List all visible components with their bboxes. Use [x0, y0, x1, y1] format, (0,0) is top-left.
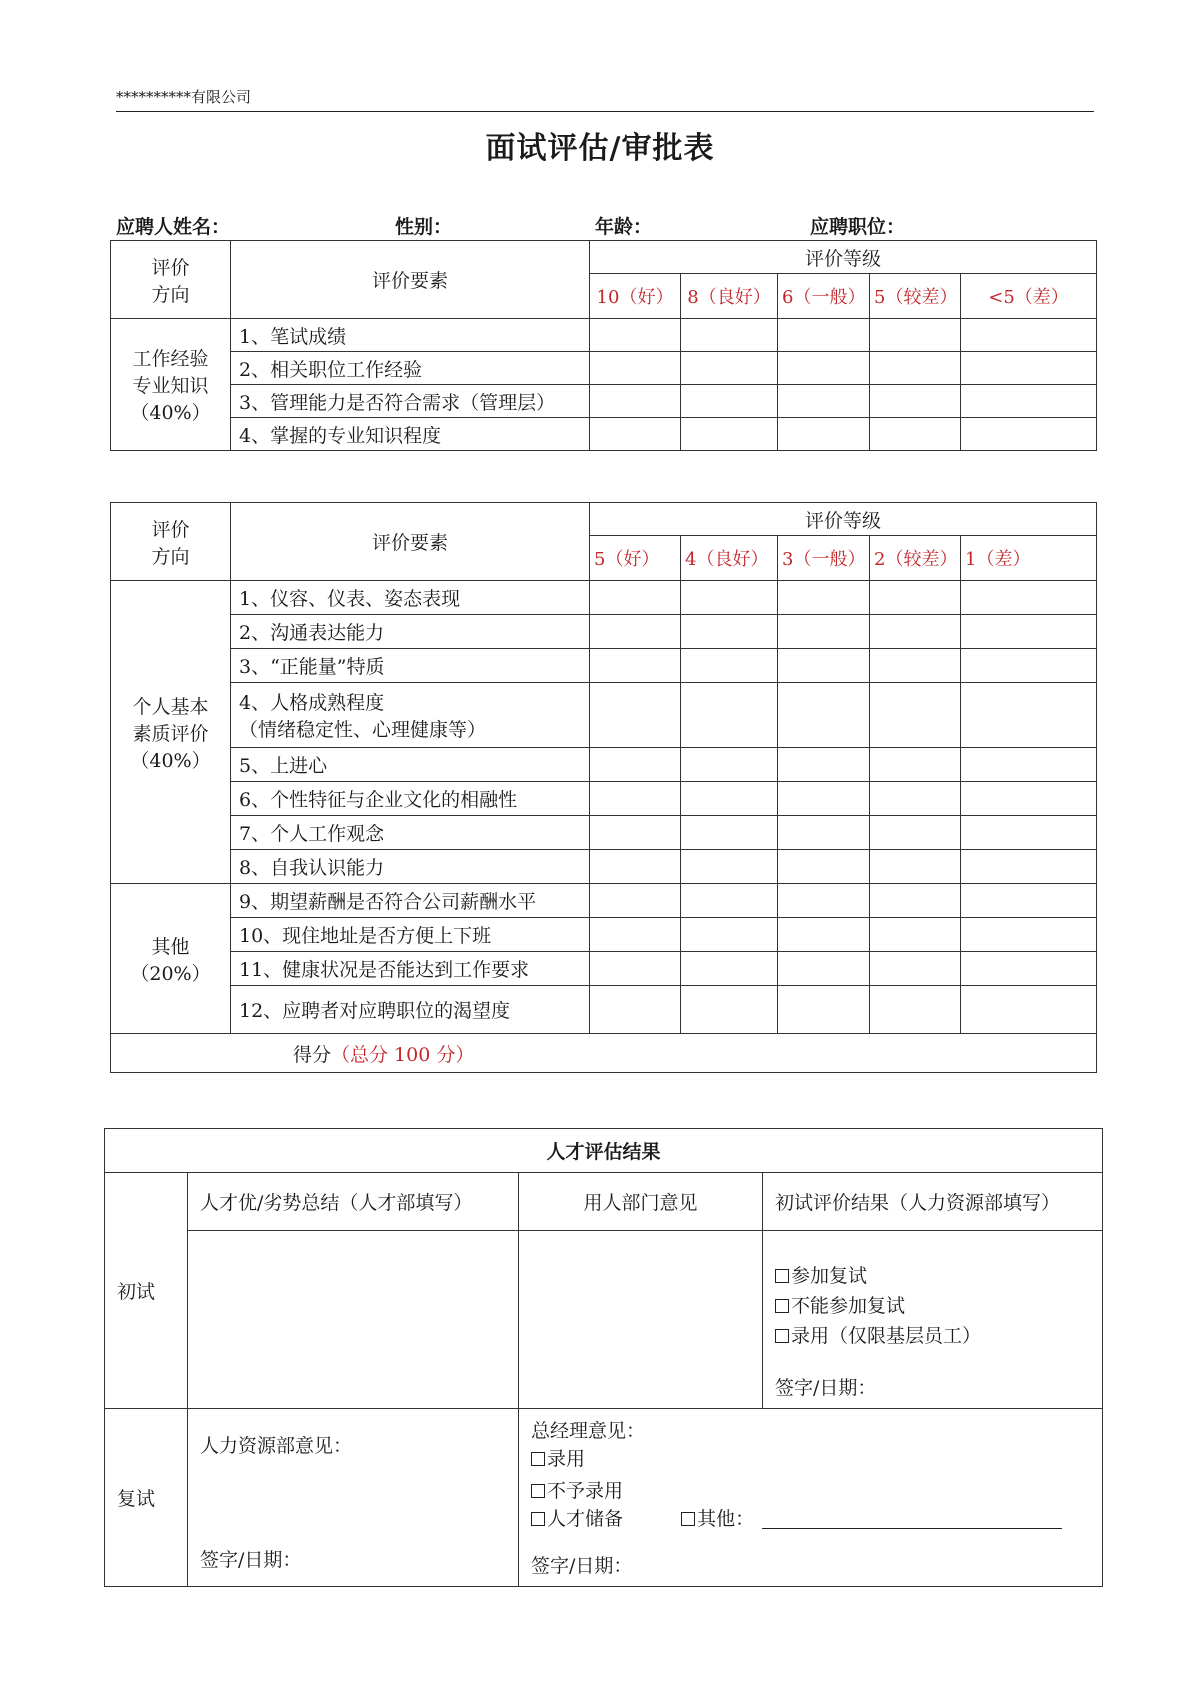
score-cell[interactable] — [870, 581, 961, 615]
score-cell[interactable] — [681, 816, 778, 850]
gm-option-hire[interactable]: 录用 — [531, 1445, 1090, 1473]
criterion-label: 8、自我认识能力 — [231, 850, 590, 884]
score-cell[interactable] — [778, 986, 870, 1034]
score-cell[interactable] — [778, 782, 870, 816]
criterion-label: 3、管理能力是否符合需求（管理层） — [231, 385, 590, 418]
score-cell[interactable] — [778, 918, 870, 952]
score-cell[interactable] — [681, 850, 778, 884]
score-cell[interactable] — [681, 683, 778, 748]
score-cell[interactable] — [590, 683, 681, 748]
evaluation-table-2 — [110, 502, 1097, 1073]
score-cell[interactable] — [870, 418, 961, 451]
score-cell[interactable] — [778, 418, 870, 451]
first-sign-date: 签字/日期： — [775, 1377, 877, 1399]
grade-label: 4（良好） — [681, 536, 778, 581]
score-cell[interactable] — [590, 319, 681, 352]
group-label-experience: 工作经验 专业知识 （40%） — [111, 319, 231, 451]
criterion-label: 1、笔试成绩 — [231, 319, 590, 352]
score-cell[interactable] — [778, 581, 870, 615]
direction-header: 评价 方向 — [111, 503, 231, 581]
grade-label: 5（好） — [590, 536, 681, 581]
criterion-label: 5、上进心 — [231, 748, 590, 782]
gm-option-reject[interactable]: 不予录用 — [531, 1477, 1090, 1505]
score-cell[interactable] — [590, 615, 681, 649]
header-rule — [116, 111, 1094, 112]
score-cell[interactable] — [681, 986, 778, 1034]
score-cell[interactable] — [778, 850, 870, 884]
score-cell[interactable] — [961, 850, 1097, 884]
score-cell[interactable] — [590, 884, 681, 918]
checkbox-icon[interactable] — [775, 1269, 789, 1283]
checkbox-icon[interactable] — [775, 1329, 789, 1343]
score-cell[interactable] — [590, 918, 681, 952]
gender-label: 性别： — [395, 216, 453, 238]
score-cell[interactable] — [681, 884, 778, 918]
criterion-label: 9、期望薪酬是否符合公司薪酬水平 — [231, 884, 590, 918]
hr-sign-date: 签字/日期： — [200, 1549, 302, 1571]
score-cell[interactable] — [681, 418, 778, 451]
score-cell[interactable] — [590, 850, 681, 884]
score-cell[interactable] — [778, 649, 870, 683]
score-cell[interactable] — [870, 816, 961, 850]
strengths-input[interactable] — [188, 1231, 519, 1409]
score-cell[interactable] — [590, 816, 681, 850]
criterion-label: 11、健康状况是否能达到工作要求 — [231, 952, 590, 986]
score-cell[interactable] — [961, 683, 1097, 748]
first-result-header: 初试评价结果（人力资源部填写） — [763, 1173, 1103, 1231]
score-cell[interactable] — [681, 952, 778, 986]
criterion-label: 6、个性特征与企业文化的相融性 — [231, 782, 590, 816]
score-cell[interactable] — [870, 352, 961, 385]
score-cell[interactable] — [590, 581, 681, 615]
criterion-label: 2、沟通表达能力 — [231, 615, 590, 649]
grade-label: 2（较差） — [870, 536, 961, 581]
score-cell[interactable] — [961, 748, 1097, 782]
score-cell[interactable] — [870, 649, 961, 683]
group-label-personal: 个人基本 素质评价 （40%） — [111, 581, 231, 884]
option-no-retest[interactable]: 不能参加复试 — [775, 1291, 1090, 1321]
score-cell[interactable] — [681, 615, 778, 649]
score-cell[interactable] — [778, 385, 870, 418]
score-cell[interactable] — [681, 649, 778, 683]
other-input-line[interactable] — [762, 1510, 1062, 1529]
score-cell[interactable] — [778, 615, 870, 649]
criterion-label: 4、人格成熟程度 （情绪稳定性、心理健康等） — [231, 683, 590, 748]
grade-label: 3（一般） — [778, 536, 870, 581]
score-cell[interactable] — [681, 319, 778, 352]
department-opinion-input[interactable] — [519, 1231, 763, 1409]
gm-opinion-cell — [519, 1409, 1103, 1587]
grade-label: 1（差） — [961, 536, 1097, 581]
score-cell[interactable] — [590, 748, 681, 782]
checkbox-icon[interactable] — [775, 1299, 789, 1313]
score-cell[interactable] — [870, 385, 961, 418]
grade-label: 8（良好） — [681, 274, 778, 319]
score-cell[interactable] — [681, 918, 778, 952]
second-interview-label: 复试 — [105, 1409, 188, 1587]
grade-header: 评价等级 — [590, 503, 1097, 536]
score-cell[interactable] — [778, 884, 870, 918]
score-cell[interactable] — [961, 816, 1097, 850]
score-label: 得分 — [293, 1043, 332, 1066]
score-cell[interactable] — [870, 748, 961, 782]
score-cell[interactable] — [590, 986, 681, 1034]
score-cell[interactable] — [961, 319, 1097, 352]
gm-sign-date: 签字/日期： — [531, 1555, 633, 1577]
age-label: 年龄： — [595, 216, 653, 238]
grade-header: 评价等级 — [590, 241, 1097, 274]
criterion-label: 7、个人工作观念 — [231, 816, 590, 850]
score-cell[interactable] — [778, 952, 870, 986]
grade-label: <5（差） — [961, 274, 1097, 319]
score-cell[interactable] — [590, 385, 681, 418]
first-result-cell — [763, 1231, 1103, 1409]
score-cell[interactable] — [870, 782, 961, 816]
score-cell[interactable] — [961, 352, 1097, 385]
criterion-label: 12、应聘者对应聘职位的渴望度 — [231, 986, 590, 1034]
score-cell[interactable] — [961, 952, 1097, 986]
grade-label: 10（好） — [590, 274, 681, 319]
strengths-header: 人才优/劣势总结（人才部填写） — [188, 1173, 519, 1231]
checkbox-icon[interactable] — [531, 1484, 545, 1498]
direction-header: 评价 方向 — [111, 241, 231, 319]
score-cell[interactable] — [870, 918, 961, 952]
score-cell[interactable] — [590, 649, 681, 683]
first-interview-label: 初试 — [105, 1173, 188, 1409]
score-cell[interactable] — [681, 782, 778, 816]
score-cell[interactable] — [778, 352, 870, 385]
page-title: 面试评估/审批表 — [485, 131, 715, 166]
criterion-label: 3、“正能量”特质 — [231, 649, 590, 683]
score-cell[interactable] — [681, 581, 778, 615]
checkbox-icon[interactable] — [681, 1512, 695, 1526]
score-cell[interactable] — [961, 918, 1097, 952]
score-cell[interactable] — [870, 683, 961, 748]
score-cell[interactable] — [870, 615, 961, 649]
score-cell[interactable] — [778, 319, 870, 352]
grade-label: 5（较差） — [870, 274, 961, 319]
score-cell[interactable] — [778, 816, 870, 850]
score-cell[interactable] — [778, 683, 870, 748]
checkbox-icon[interactable] — [531, 1452, 545, 1466]
talent-assessment-table — [104, 1128, 1103, 1587]
company-name: **********有限公司 — [116, 88, 252, 106]
hr-opinion-cell[interactable] — [188, 1409, 519, 1587]
score-cell[interactable] — [961, 581, 1097, 615]
score-cell[interactable] — [961, 884, 1097, 918]
score-cell[interactable] — [590, 418, 681, 451]
criterion-label: 1、仪容、仪表、姿态表现 — [231, 581, 590, 615]
score-cell[interactable] — [590, 352, 681, 385]
score-note: （总分 100 分） — [331, 1043, 475, 1066]
score-cell[interactable] — [961, 782, 1097, 816]
position-label: 应聘职位： — [810, 216, 906, 238]
score-cell[interactable] — [961, 649, 1097, 683]
score-cell[interactable] — [870, 884, 961, 918]
elements-header: 评价要素 — [231, 503, 590, 581]
option-hire-basic[interactable]: 录用（仅限基层员工） — [775, 1321, 1090, 1351]
gm-option-other[interactable]: 其他： — [681, 1508, 754, 1530]
score-cell[interactable] — [961, 418, 1097, 451]
score-cell[interactable] — [681, 748, 778, 782]
applicant-name-label: 应聘人姓名： — [116, 216, 231, 238]
option-retest[interactable]: 参加复试 — [775, 1261, 1090, 1291]
evaluation-table-1 — [110, 240, 1097, 451]
score-cell[interactable] — [778, 748, 870, 782]
gm-option-reserve[interactable]: 人才储备 — [531, 1508, 623, 1530]
score-cell[interactable] — [961, 385, 1097, 418]
score-cell[interactable] — [870, 850, 961, 884]
hr-opinion-label: 人力资源部意见： — [200, 1435, 353, 1457]
score-cell[interactable] — [870, 952, 961, 986]
score-cell[interactable] — [961, 615, 1097, 649]
score-cell[interactable] — [870, 986, 961, 1034]
score-cell[interactable] — [681, 352, 778, 385]
checkbox-icon[interactable] — [531, 1512, 545, 1526]
criterion-label: 2、相关职位工作经验 — [231, 352, 590, 385]
group-label-other: 其他 （20%） — [111, 884, 231, 1034]
elements-header: 评价要素 — [231, 241, 590, 319]
grade-label: 6（一般） — [778, 274, 870, 319]
gm-option-row — [531, 1505, 1090, 1533]
score-cell[interactable] — [870, 319, 961, 352]
department-opinion-header: 用人部门意见 — [519, 1173, 763, 1231]
criterion-label: 4、掌握的专业知识程度 — [231, 418, 590, 451]
criterion-sublabel: （情绪稳定性、心理健康等） — [239, 719, 487, 741]
criterion-label: 10、现住地址是否方便上下班 — [231, 918, 590, 952]
score-cell[interactable] — [590, 782, 681, 816]
score-cell[interactable] — [590, 952, 681, 986]
score-cell[interactable] — [961, 986, 1097, 1034]
assessment-title: 人才评估结果 — [105, 1129, 1103, 1173]
score-cell[interactable] — [681, 385, 778, 418]
total-score-row — [111, 1034, 1097, 1073]
gm-opinion-label: 总经理意见： — [531, 1420, 646, 1442]
